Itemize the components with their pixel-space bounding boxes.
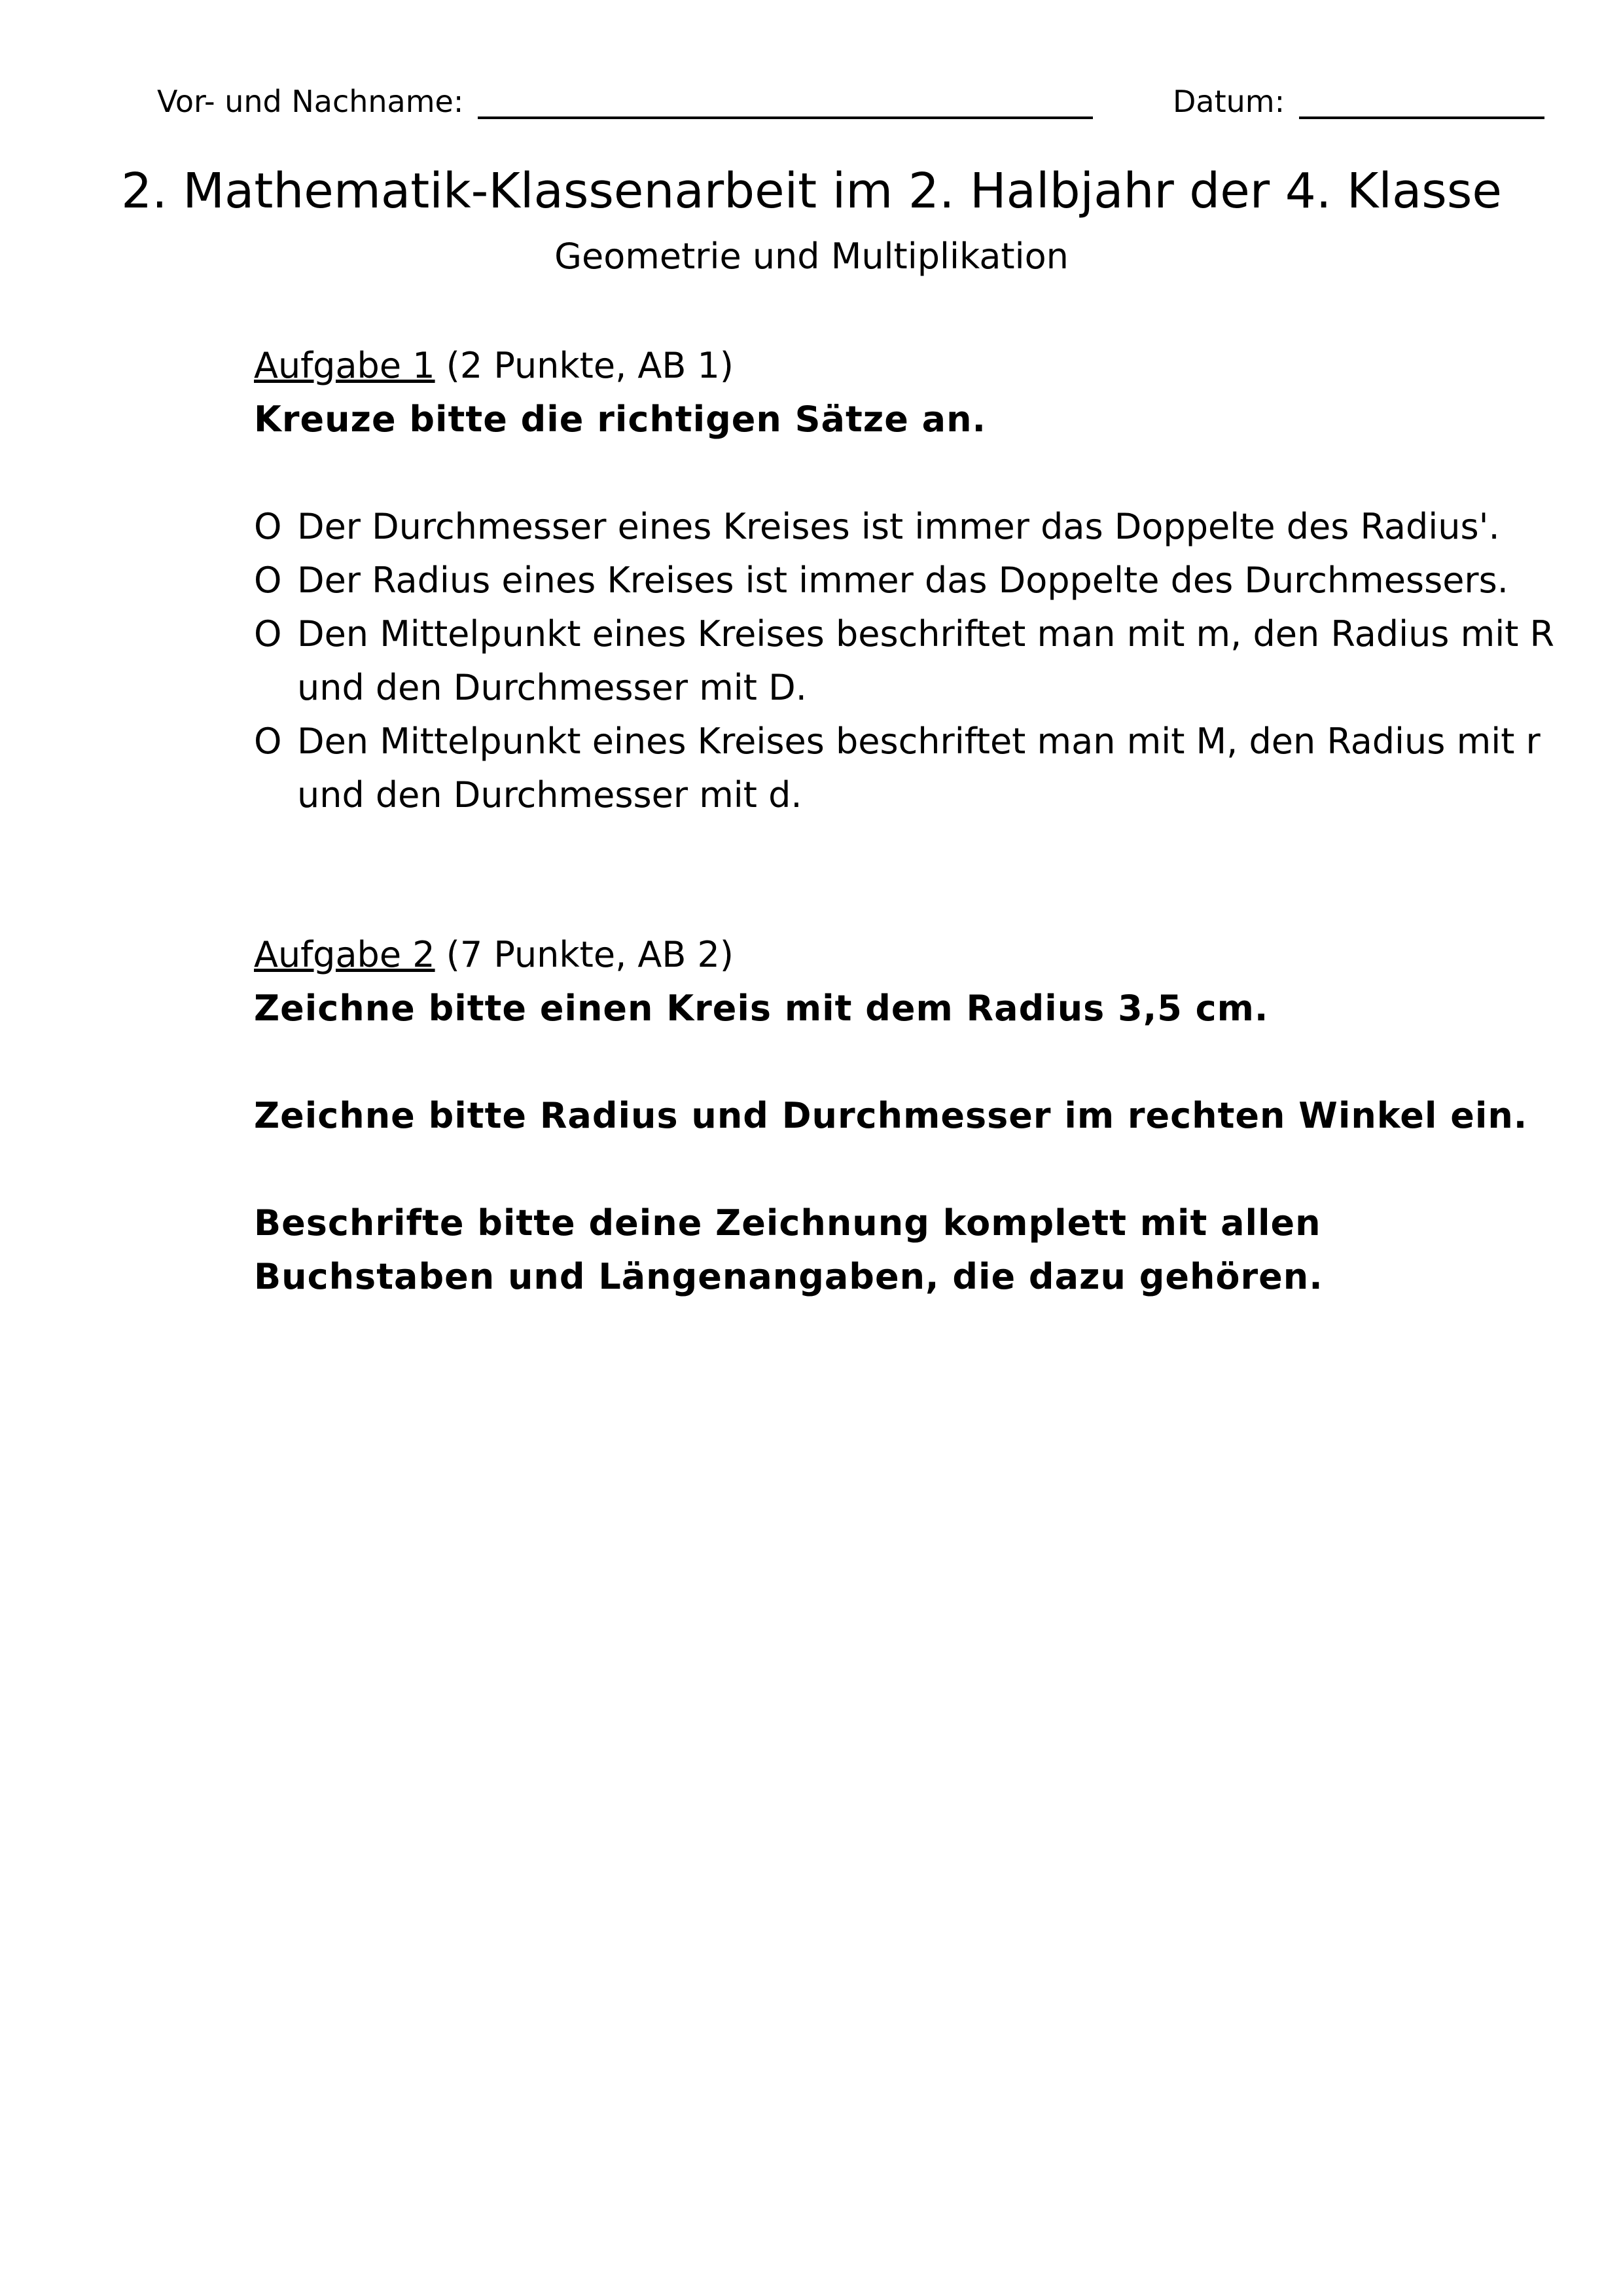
task-2: [254, 928, 1569, 1304]
name-label: Vor- und Nachname:: [157, 84, 464, 119]
option-text: Den Mittelpunkt eines Kreises beschriftet man mit M, den Radius mit r und den Durchmesser mit d.: [297, 721, 1541, 816]
option-3[interactable]: [254, 607, 1569, 715]
task-1-heading: [254, 339, 1569, 393]
option-text: Den Mittelpunkt eines Kreises beschriftet man mit m, den Radius mit R und den Durchmesser mit D.: [297, 613, 1555, 708]
task-1-options: [254, 500, 1569, 822]
checkbox-circle[interactable]: O: [254, 613, 282, 655]
task-2-instruction-3: Beschrifte bitte deine Zeichnung komplett mit allen Buchstaben und Längenangaben, die dazu gehören.: [254, 1202, 1323, 1297]
task-1-label: Aufgabe 1: [254, 345, 435, 386]
task-2-label: Aufgabe 2: [254, 934, 435, 975]
task-1: [254, 339, 1569, 822]
date-blank-line[interactable]: [1299, 117, 1544, 119]
header-line: [157, 84, 1544, 123]
checkbox-circle[interactable]: O: [254, 721, 282, 762]
page-subtitle: Geometrie und Multiplikation: [554, 236, 1069, 277]
task-2-instruction-1: Zeichne bitte einen Kreis mit dem Radius 3,5 cm.: [254, 988, 1269, 1029]
checkbox-circle[interactable]: O: [254, 560, 282, 601]
page-title: 2. Mathematik-Klassenarbeit im 2. Halbjahr der 4. Klasse: [121, 163, 1502, 219]
option-4[interactable]: [254, 715, 1569, 822]
date-label: Datum:: [1173, 84, 1285, 119]
option-text: Der Durchmesser eines Kreises ist immer das Doppelte des Radius'.: [297, 506, 1500, 547]
task-2-heading: [254, 928, 1569, 982]
task-2-points: (7 Punkte, AB 2): [446, 934, 734, 975]
task-2-instruction-2: Zeichne bitte Radius und Durchmesser im rechten Winkel ein.: [254, 1095, 1528, 1136]
task-1-points: (2 Punkte, AB 1): [446, 345, 734, 386]
option-2[interactable]: [254, 554, 1569, 607]
checkbox-circle[interactable]: O: [254, 506, 282, 547]
task-1-instruction: Kreuze bitte die richtigen Sätze an.: [254, 399, 987, 440]
option-1[interactable]: [254, 500, 1569, 554]
name-blank-line[interactable]: [478, 117, 1093, 119]
option-text: Der Radius eines Kreises ist immer das Doppelte des Durchmessers.: [297, 560, 1508, 601]
